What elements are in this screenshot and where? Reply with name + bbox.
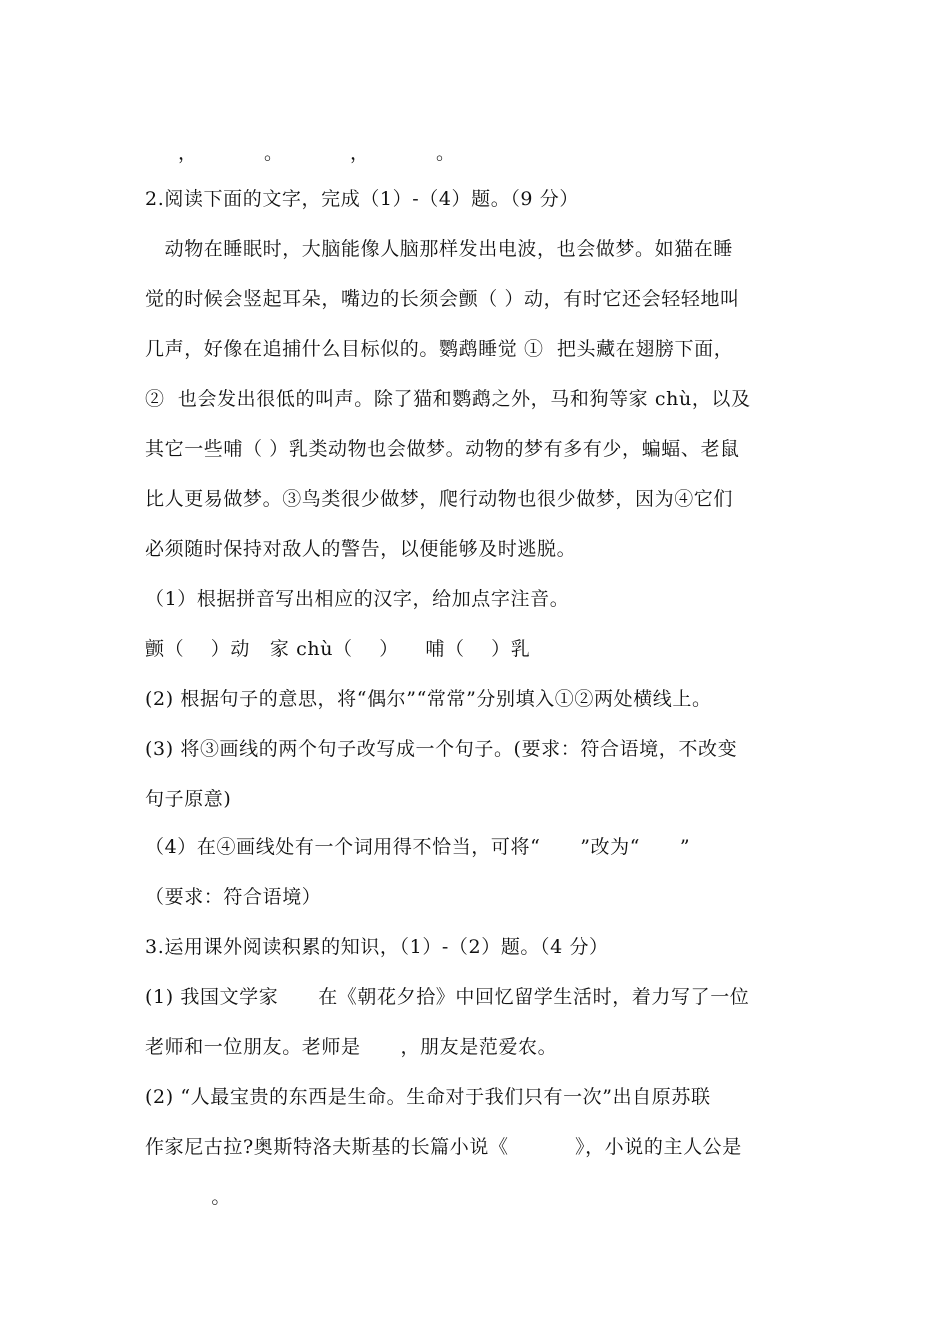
question-2-title: 2.阅读下面的文字，完成（1）-（4）题。（9 分） — [145, 188, 579, 210]
question-2-1-blanks: 颤（ ）动 家 chù（ ） 哺（ ）乳 — [145, 638, 531, 660]
question-3-title: 3.运用课外阅读积累的知识，（1）-（2）题。（4 分） — [145, 936, 609, 958]
question-2-3-line-1: (3) 将③画线的两个句子改写成一个句子。(要求：符合语境，不改变 — [145, 738, 738, 760]
passage-line-6: 比人更易做梦。③鸟类很少做梦，爬行动物也很少做梦，因为④它们 — [145, 488, 734, 510]
passage-line-1: 动物在睡眠时，大脑能像人脑那样发出电波，也会做梦。如猫在睡 — [145, 238, 734, 260]
question-3-1-line-1: (1) 我国文学家 在《朝花夕拾》中回忆留学生活时，着力写了一位 — [145, 986, 750, 1008]
question-2-2: (2) 根据句子的意思，将“偶尔”“常常”分别填入①②两处横线上。 — [145, 688, 712, 710]
question-2-1: （1）根据拼音写出相应的汉字，给加点字注音。 — [145, 588, 570, 610]
question-3-1-line-2: 老师和一位朋友。老师是 ，朋友是范爱农。 — [145, 1036, 558, 1058]
answer-punctuation-line: ， 。 ， 。 — [178, 142, 456, 164]
question-2-4-line-1: （4）在④画线处有一个词用得不恰当，可将“ ”改为“ ” — [145, 836, 691, 858]
passage-line-4: ② 也会发出很低的叫声。除了猫和鹦鹉之外，马和狗等家 chù，以及 — [145, 388, 751, 410]
passage-line-7: 必须随时保持对敌人的警告，以便能够及时逃脱。 — [145, 538, 577, 560]
question-2-4-line-2: （要求：符合语境） — [145, 886, 322, 908]
question-3-2-line-2: 作家尼古拉?奥斯特洛夫斯基的长篇小说《 》，小说的主人公是 — [145, 1136, 742, 1158]
passage-line-5: 其它一些哺（ ）乳类动物也会做梦。动物的梦有多有少，蝙蝠、老鼠 — [145, 438, 740, 460]
question-2-3-line-2: 句子原意) — [145, 788, 232, 810]
question-3-2-line-1: (2) “人最宝贵的东西是生命。生命对于我们只有一次”出自原苏联 — [145, 1086, 711, 1108]
passage-line-3: 几声，好像在追捕什么目标似的。鹦鹉睡觉 ① 把头藏在翅膀下面， — [145, 338, 734, 360]
passage-line-2: 觉的时候会竖起耳朵，嘴边的长须会颤（ ）动，有时它还会轻轻地叫 — [145, 288, 740, 310]
question-3-2-line-3: 。 — [145, 1186, 231, 1208]
